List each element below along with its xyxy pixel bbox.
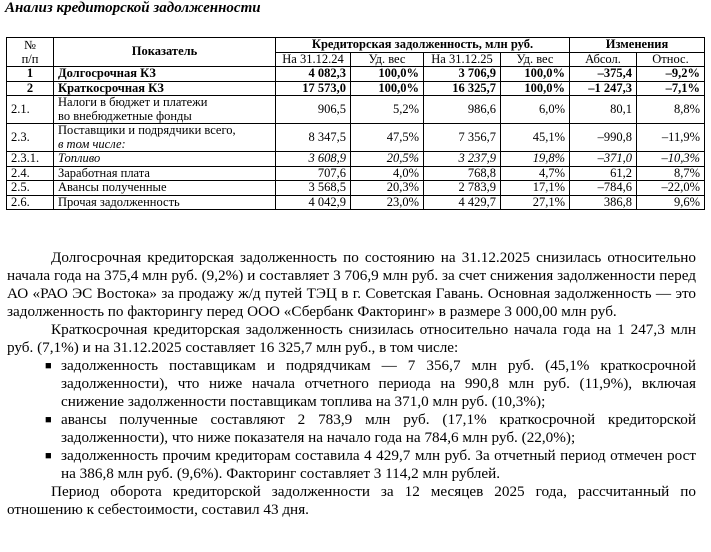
- table-row: 2.6. Прочая задолженность 4 042,9 23,0% 4 429,7 27,1% 386,8 9,6%: [7, 195, 705, 210]
- bullet-icon: ■: [45, 360, 52, 372]
- col-abs-header: Абсол.: [570, 52, 637, 67]
- paragraph-long-term: Долгосрочная кредиторская задолженность по состоянию на 31.12.2025 снизилась относительно начала года на 375,4 млн руб. (9,2%) и составляет 3 706,9 млн руб. за счет снижения задолженности перед АО «РАО ЭС Востока» за продажу ж/д путей ТЭЦ в г. Советская Гавань. Основная задолженность — это задолженность по факторингу перед ООО «Сбербанк Факторинг» в размере 3 000,00 млн руб.: [7, 249, 696, 320]
- paragraph-short-term: Краткосрочная кредиторская задолженность снизилась относительно начала года на 1 247,3 млн руб. (7,1%) и на 31.12.2025 составляет 16 325,7 млн руб., в том числе:: [7, 321, 696, 356]
- col-rel-header: Относ.: [637, 52, 705, 67]
- table-row: 2.3.1. Топливо 3 608,9 20,5% 3 237,9 19,8% –371,0 –10,3%: [7, 152, 705, 167]
- list-item: ■ задолженность поставщикам и подрядчикам — 7 356,7 млн руб. (45,1% краткосрочной задолженности), что ниже начала отчетного периода на 990,8 млн руб. (11,9%), включая снижение задолженности поставщикам топлива на 371,0 млн руб. (10,3%);: [45, 357, 696, 410]
- kz-table: [6, 37, 705, 210]
- list-item: ■ авансы полученные составляют 2 783,9 млн руб. (17,1% краткосрочной кредиторской задолженности), что ниже показателя на начало года на 784,6 млн руб. (22,0%);: [45, 411, 696, 446]
- table-row: 2.1. Налоги в бюджет и платежи во внебюджетные фонды 906,5 5,2% 986,6 6,0% 80,1 8,8%: [7, 96, 705, 124]
- table-row: 2 Краткосрочная КЗ 17 573,0 100,0% 16 325,7 100,0% –1 247,3 –7,1%: [7, 81, 705, 96]
- analysis-text: [7, 249, 696, 519]
- col-w25-header: Уд. вес: [501, 52, 570, 67]
- bullet-icon: ■: [45, 414, 52, 426]
- bullet-list: [7, 357, 696, 483]
- col-v25-header: На 31.12.25: [424, 52, 501, 67]
- table-row: 2.3. Поставщики и подрядчики всего, в том числе: 8 347,5 47,5% 7 356,7 45,1% –990,8 –11,9%: [7, 124, 705, 152]
- list-item: ■ задолженность прочим кредиторам составила 4 429,7 млн руб. За отчетный период отмечен рост на 386,8 млн руб. (9,6%). Факторинг составляет 3 114,2 млн рублей.: [45, 447, 696, 482]
- bullet-icon: ■: [45, 450, 52, 462]
- col-v24-header: На 31.12.24: [276, 52, 351, 67]
- group-kz-header: Кредиторская задолженность, млн руб.: [276, 38, 570, 53]
- group-change-header: Изменения: [570, 38, 705, 53]
- col-w24-header: Уд. вес: [351, 52, 424, 67]
- table-row: 1 Долгосрочная КЗ 4 082,3 100,0% 3 706,9 100,0% –375,4 –9,2%: [7, 67, 705, 82]
- table-row: 2.5. Авансы полученные 3 568,5 20,3% 2 783,9 17,1% –784,6 –22,0%: [7, 181, 705, 196]
- paragraph-turnover: Период оборота кредиторской задолженности за 12 месяцев 2025 года, рассчитанный по отношению к себестоимости, составил 43 дня.: [7, 483, 696, 518]
- table-row: 2.4. Заработная плата 707,6 4,0% 768,8 4,7% 61,2 8,7%: [7, 166, 705, 181]
- col-num-header: № п/п: [7, 38, 54, 67]
- col-indicator-header: Показатель: [54, 38, 276, 67]
- section-title: Анализ кредиторской задолженности: [5, 0, 261, 16]
